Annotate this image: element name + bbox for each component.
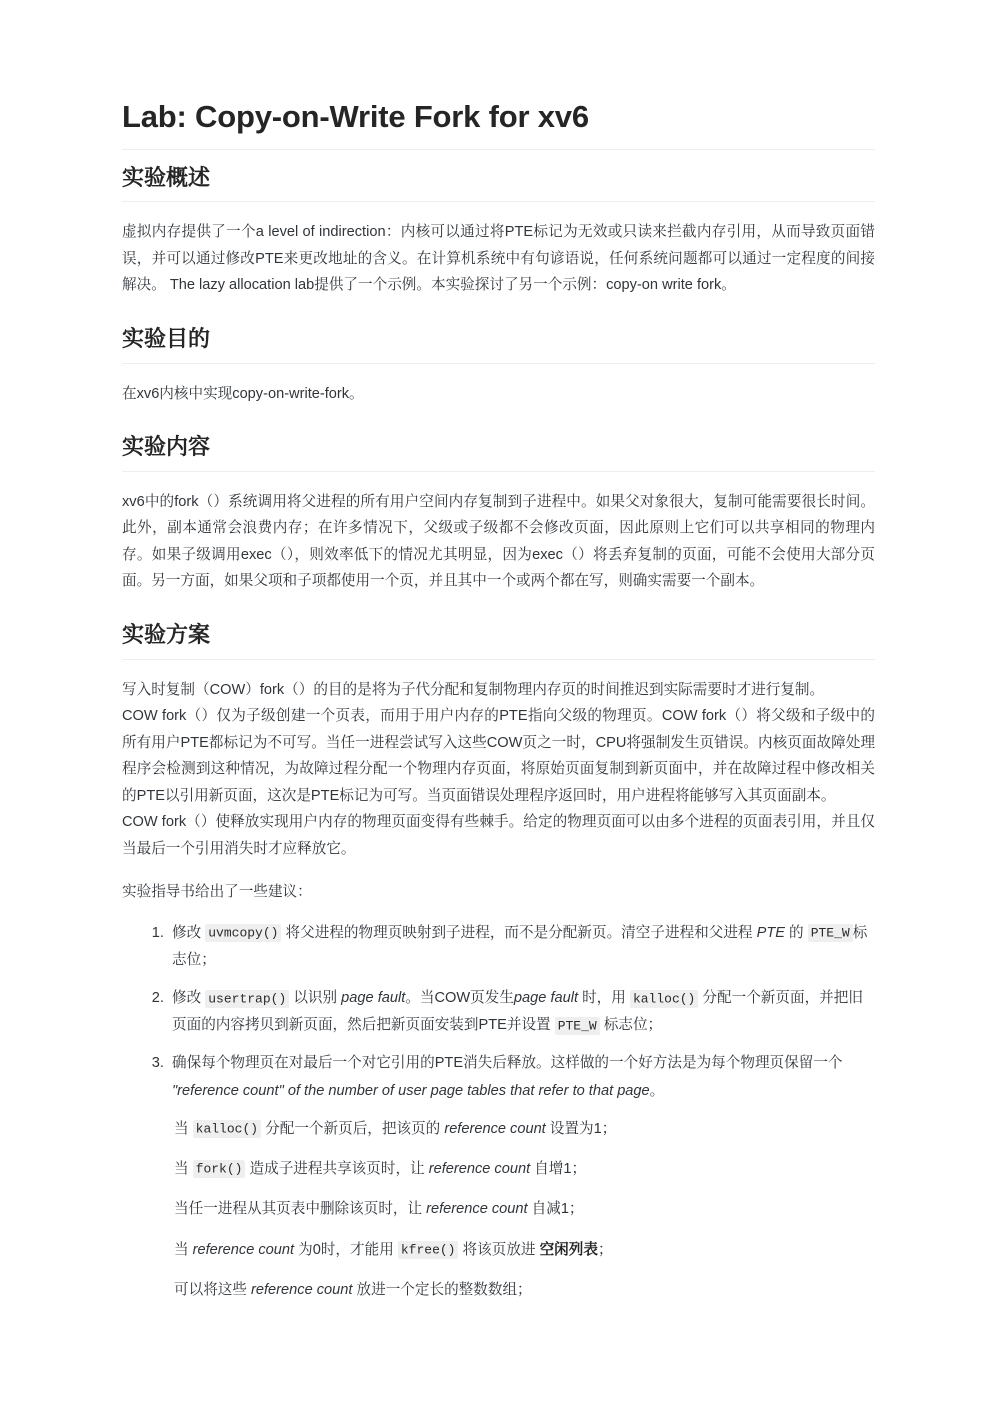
inline-text: 当	[174, 1120, 193, 1137]
advice-sub-line	[172, 1116, 875, 1142]
inline-text: 修改	[172, 990, 206, 1007]
inline-text: 分配一个新页后，把该页的	[261, 1120, 445, 1137]
section-paragraph-overview: 虚拟内存提供了一个a level of indirection：内核可以通过将PTE标记为无效或只读来拦截内存引用，从而导致页面错误，并可以通过修改PTE来更改地址的含义。在计算机系统中有句谚语说，任何系统问题都可以通过一定程度的间接解决。 The lazy allocation lab提供了一个示例。本实验探讨了另一个示例：copy-on write fork。	[122, 224, 875, 294]
inline-text: 为0时，才能用	[294, 1241, 398, 1258]
inline-code: kalloc()	[630, 990, 698, 1008]
page-title: Lab: Copy-on-Write Fork for xv6	[122, 98, 875, 150]
inline-text: 修改	[172, 924, 206, 941]
inline-emphasis: reference count	[251, 1281, 353, 1298]
plan-paragraph-1: 写入时复制（COW）fork（）的目的是将为子代分配和复制物理内存页的时间推迟到实际需要时才进行复制。	[122, 681, 825, 698]
inline-text: 可以将这些	[174, 1281, 252, 1298]
inline-text: 标志位；	[172, 924, 868, 969]
inline-code: kfree()	[398, 1241, 459, 1259]
inline-text: 放进一个定长的整数数组；	[352, 1281, 532, 1298]
inline-text: 确保每个物理页在对最后一个对它引用的PTE消失后释放。这样做的一个好方法是为每个物理页保留一个	[172, 1055, 843, 1072]
inline-text: 当	[174, 1241, 193, 1258]
section-heading-purpose: 实验目的	[122, 325, 875, 364]
inline-text: 的	[784, 924, 808, 941]
inline-code: uvmcopy()	[205, 924, 281, 942]
inline-text: 时，用	[578, 990, 630, 1007]
section-heading-contents: 实验内容	[122, 433, 875, 472]
inline-emphasis: reference count	[426, 1201, 528, 1218]
advice-sub-line-group	[172, 1116, 875, 1303]
inline-code: PTE_W	[808, 924, 853, 942]
inline-emphasis: page fault	[341, 990, 406, 1007]
inline-emphasis: reference count	[444, 1120, 546, 1137]
inline-text: 将父进程的物理页映射到子进程，而不是分配新页。清空子进程和父进程	[281, 924, 757, 941]
advice-sub-line	[172, 1277, 875, 1303]
section-paragraph-purpose: 在xv6内核中实现copy-on-write-fork。	[122, 385, 364, 402]
inline-code: fork()	[193, 1160, 246, 1178]
inline-text: 自增1；	[530, 1160, 587, 1177]
section-heading-plan: 实验方案	[122, 621, 875, 660]
advice-sub-line	[172, 1156, 875, 1182]
advice-list	[122, 920, 875, 1303]
inline-text: 自减1；	[527, 1201, 584, 1218]
section-paragraph-contents: xv6中的fork（）系统调用将父进程的所有用户空间内存复制到子进程中。如果父对象很大，复制可能需要很长时间。此外，副本通常会浪费内存；在许多情况下，父级或子级都不会修改页面，因此原则上它们可以共享相同的物理内存。如果子级调用exec（），则效率低下的情况尤其明显，因为exec（）将丢弃复制的页面，可能不会使用大部分页面。另一方面，如果父项和子项都使用一个页，并且其中一个或两个都在写，则确实需要一个副本。	[122, 493, 875, 590]
advice-list-item	[168, 1050, 875, 1303]
inline-emphasis: "reference count" of the number of user page tables that refer to that page	[172, 1082, 650, 1099]
advice-item-text	[172, 925, 867, 968]
advice-sub-line	[172, 1237, 875, 1263]
inline-code: usertrap()	[205, 990, 289, 1008]
plan-paragraph-2: COW fork（）仅为子级创建一个页表，而用于用户内存的PTE指向父级的物理页。COW fork（）将父级和子级中的所有用户PTE都标记为不可写。当任一进程尝试写入这些COW页之一时，CPU将强制发生页错误。内核页面故障处理程序会检测到这种情况，为故障过程分配一个物理内存页面，将原始页面复制到新页面中，并在故障过程中修改相关的PTE以引用新页面，这次是PTE标记为可写。当页面错误处理程序返回时，用户进程将能够写入其页面副本。	[122, 708, 875, 804]
inline-emphasis: PTE	[756, 924, 785, 941]
advice-sub-line	[172, 1196, 875, 1222]
section-heading-overview: 实验概述	[122, 164, 875, 203]
inline-text: 以识别	[289, 990, 342, 1007]
inline-text: 分配一个新页面，并把旧页面的内容拷贝到新页面，然后把新页面安装到PTE并设置	[172, 990, 863, 1034]
inline-emphasis: reference count	[192, 1241, 295, 1258]
inline-strong: 空闲列表	[539, 1241, 598, 1258]
inline-emphasis: page fault	[513, 990, 579, 1007]
inline-text: 当任一进程从其页表中删除该页时，让	[174, 1201, 427, 1218]
inline-emphasis: reference count	[428, 1160, 531, 1177]
inline-text: 。	[649, 1082, 665, 1099]
inline-text: 当	[174, 1160, 193, 1177]
inline-text: 造成子进程共享该页时，让	[245, 1160, 429, 1177]
inline-code: kalloc()	[193, 1120, 261, 1138]
inline-text: 标志位；	[599, 1017, 663, 1034]
plan-paragraph-4: 实验指导书给出了一些建议：	[122, 884, 312, 901]
inline-text: 设置为1；	[545, 1120, 617, 1137]
advice-item-text	[172, 990, 863, 1033]
advice-list-item	[168, 985, 875, 1039]
inline-code: PTE_W	[555, 1017, 600, 1035]
advice-list-item	[168, 920, 875, 974]
advice-item-text	[172, 1055, 843, 1098]
inline-text: 将该页放进	[458, 1241, 540, 1258]
inline-text: ；	[597, 1241, 613, 1258]
plan-paragraph-3: COW fork（）使释放实现用户内存的物理页面变得有些棘手。给定的物理页面可以由多个进程的页面表引用，并且仅当最后一个引用消失时才应释放它。	[122, 814, 875, 857]
inline-text: 。当COW页发生	[405, 990, 514, 1007]
